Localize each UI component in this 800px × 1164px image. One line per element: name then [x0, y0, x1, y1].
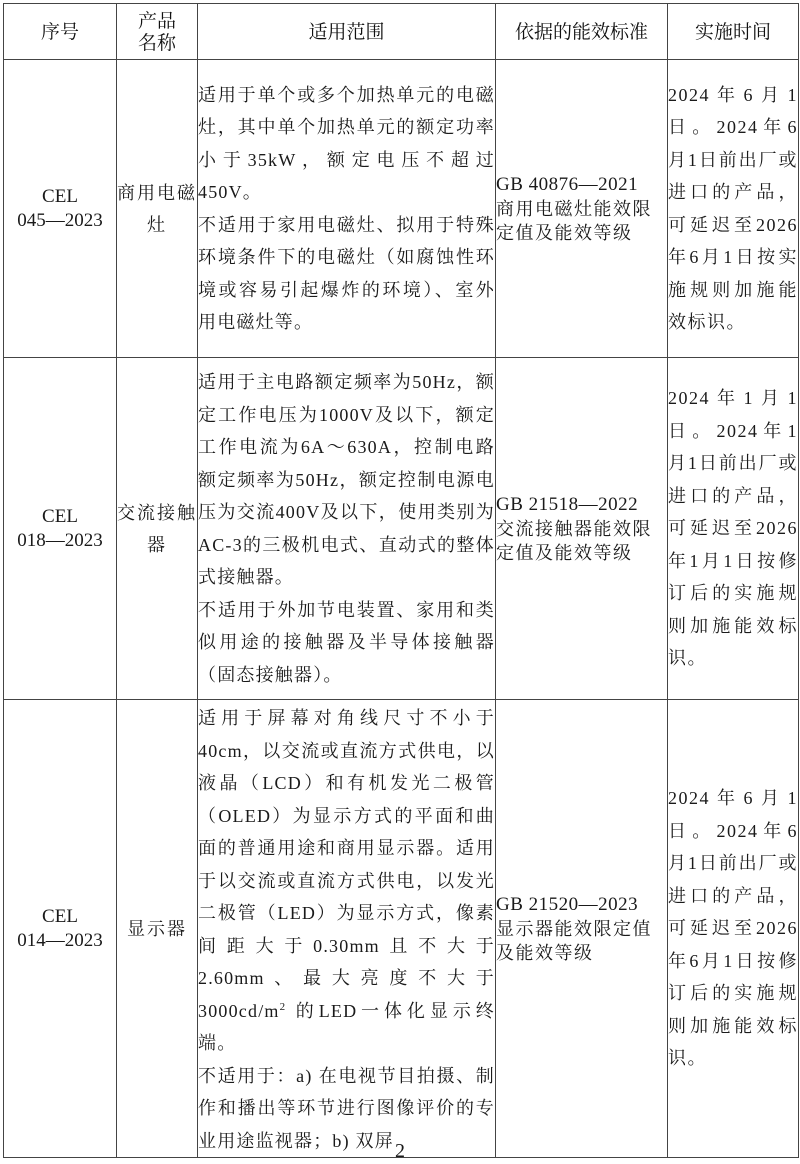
row-scope-cell: [198, 60, 496, 358]
row-product-name: 商用电磁灶: [117, 60, 198, 358]
row-code-cell: [4, 700, 117, 1158]
standard-code: GB 21520—2023: [496, 893, 639, 915]
row-code-line1: CEL: [42, 505, 78, 527]
row-code-line1: CEL: [42, 905, 78, 927]
page-number: 2: [395, 1140, 405, 1162]
row-implementation-cell: 2024年6月1日。2024年6月1日前出厂或进口的产品，可延迟至2026年6月1日按实施规则加施能效标识。: [668, 60, 799, 358]
row-scope-cell: [198, 358, 496, 700]
row-product-name: 显示器: [117, 700, 198, 1158]
scope-paragraph: 不适用于：a) 在电视节目拍摄、制作和播出等环节进行图像评价的专业用途监视器；b) 双屏: [198, 1065, 495, 1151]
scope-paragraph: 适用于单个或多个加热单元的电磁灶，其中单个加热单元的额定功率小于35kW，额定电压不超过450V。: [198, 84, 495, 202]
row-code-line2: 018—2023: [17, 529, 103, 551]
table-row: [4, 700, 799, 1158]
header-product-name-line2: 名称: [137, 31, 176, 54]
header-product-name-line1: 产品: [137, 9, 176, 32]
standard-name: 交流接触器能效限定值及能效等级: [496, 518, 652, 563]
row-code-line2: 045—2023: [17, 209, 103, 231]
scope-text-continued: 的LED一体化显示终端。: [198, 1000, 495, 1053]
header-implementation-date: 实施时间: [668, 4, 799, 60]
standard-code: GB 21518—2022: [496, 493, 639, 515]
table-row: [4, 60, 799, 358]
standard-name: 商用电磁灶能效限定值及能效等级: [496, 198, 652, 243]
scope-paragraph: 适用于主电路额定频率为50Hz，额定工作电压为1000V及以下，额定工作电流为6A～630A，控制电路额定频率为50Hz，额定控制电源电压为交流400V及以下，使用类别为AC-3的三极机电式、直动式的整体式接触器。: [198, 372, 495, 587]
table-row: [4, 358, 799, 700]
standard-code: GB 40876—2021: [496, 173, 639, 195]
energy-label-catalog-table: [3, 3, 799, 1158]
scope-paragraph: 不适用于外加节电装置、家用和类似用途的接触器及半导体接触器（固态接触器）。: [198, 599, 495, 685]
row-implementation-cell: 2024年6月1日。2024年6月1日前出厂或进口的产品，可延迟至2026年6月1日按修订后的实施规则加施能效标识。: [668, 700, 799, 1158]
row-code-cell: [4, 358, 117, 700]
row-implementation-cell: 2024年1月1日。2024年1月1日前出厂或进口的产品，可延迟至2026年1月1日按修订后的实施规则加施能效标识。: [668, 358, 799, 700]
header-scope: 适用范围: [198, 4, 496, 60]
table-header-row: [4, 4, 799, 60]
header-product-name: [117, 4, 198, 60]
row-product-name: 交流接触器: [117, 358, 198, 700]
row-code-line2: 014—2023: [17, 929, 103, 951]
header-serial-number: 序号: [4, 4, 117, 60]
row-standard-cell: [496, 358, 668, 700]
superscript: 2: [279, 1000, 287, 1013]
row-scope-cell: [198, 700, 496, 1158]
row-standard-cell: [496, 60, 668, 358]
row-code-line1: CEL: [42, 185, 78, 207]
row-code-cell: [4, 60, 117, 358]
header-standard: 依据的能效标准: [496, 4, 668, 60]
standard-name: 显示器能效限定值及能效等级: [496, 918, 652, 963]
scope-text: 适用于屏幕对角线尺寸不小于40cm，以交流或直流方式供电，以液晶（LCD）和有机发光二极管（OLED）为显示方式的平面和曲面的普通用途和商用显示器。适用于以交流或直流方式供电，以发光二极管（LED）为显示方式，像素间距大于0.30mm且不大于2.60mm、最大亮度不大于3000cd/m: [198, 708, 495, 1021]
scope-paragraph: [198, 702, 495, 1060]
scope-paragraph: 不适用于家用电磁灶、拟用于特殊环境条件下的电磁灶（如腐蚀性环境或容易引起爆炸的环境）、室外用电磁灶等。: [198, 214, 495, 332]
row-standard-cell: [496, 700, 668, 1158]
